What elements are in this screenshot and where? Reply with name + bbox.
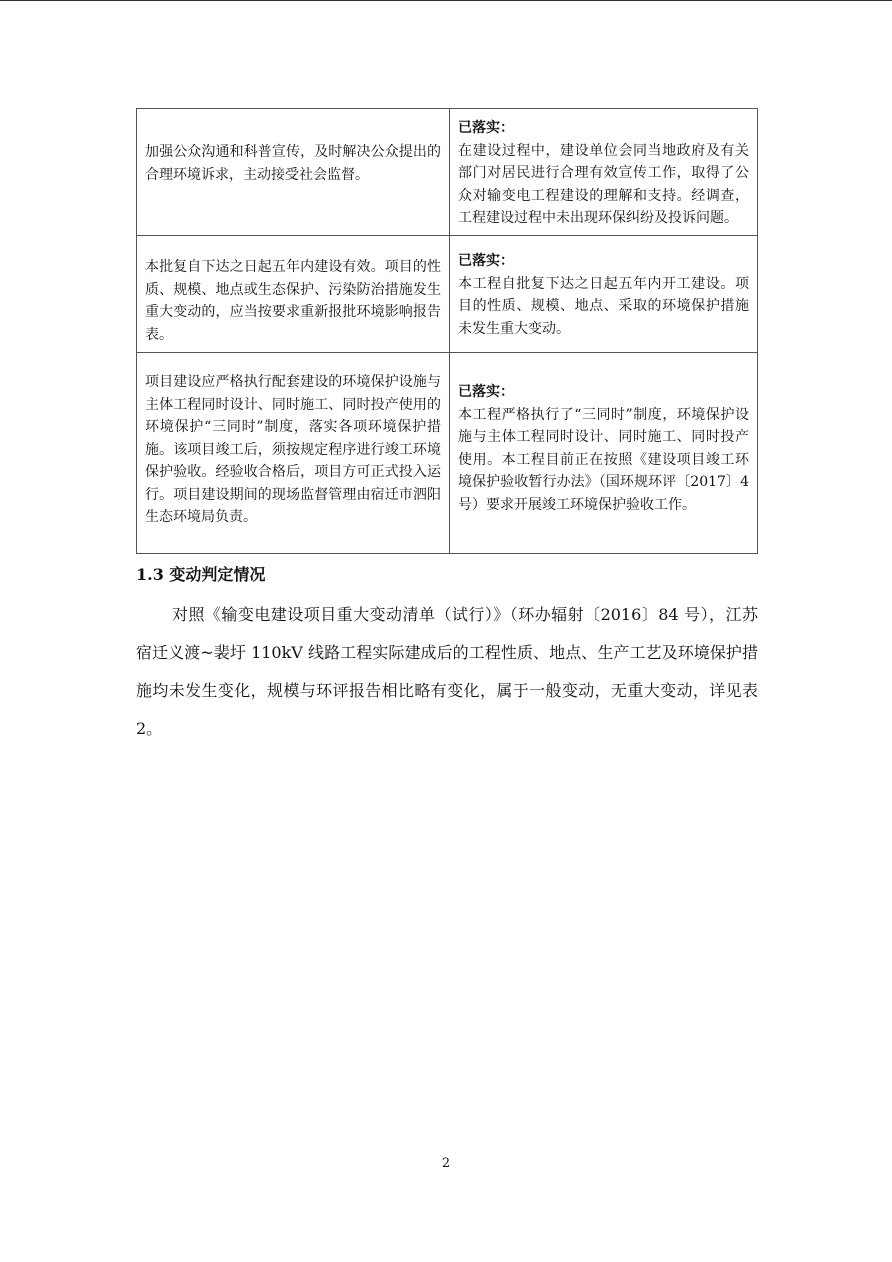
status-label: 已落实：	[458, 120, 514, 136]
implementation-cell	[450, 109, 758, 236]
status-label: 已落实：	[458, 384, 514, 400]
table-row	[137, 109, 758, 236]
requirement-cell	[137, 236, 450, 353]
requirement-text: 本批复自下达之日起五年内建设有效。项目的性质、规模、地点或生态保护、污染防治措施发生重大变动的，应当按要求重新报批环境影响报告表。	[145, 259, 441, 343]
body-paragraph: 对照《输变电建设项目重大变动清单（试行）》（环办辐射〔2016〕84 号），江苏宿迁义渡~裴圩 110kV 线路工程实际建成后的工程性质、地点、生产工艺及环境保护措施均未发生变化，规模与环评报告相比略有变化，属于一般变动，无重大变动，详见表 2。	[136, 605, 758, 738]
implementation-text: 本工程严格执行了“三同时”制度，环境保护设施与主体工程同时设计、同时施工、同时投产使用。本工程目前正在按照《建设项目竣工环境保护验收暂行办法》（国环规环评〔2017〕4号）要求开展竣工环境保护验收工作。	[458, 406, 749, 513]
implementation-cell	[450, 236, 758, 353]
implementation-cell	[450, 353, 758, 554]
section-heading: 1.3 变动判定情况	[136, 565, 266, 584]
implementation-text: 本工程自批复下达之日起五年内开工建设。项目的性质、规模、地点、采取的环境保护措施未发生重大变动。	[458, 275, 749, 337]
page-number: 2	[441, 1156, 451, 1171]
table-row	[137, 353, 758, 554]
requirement-text: 项目建设应严格执行配套建设的环境保护设施与主体工程同时设计、同时施工、同时投产使用的环境保护“三同时”制度，落实各项环境保护措施。该项目竣工后，须按规定程序进行竣工环境保护验收。经验收合格后，项目方可正式投入运行。项目建设期间的现场监督管理由宿迁市泗阳生态环境局负责。	[145, 374, 441, 525]
requirement-text: 加强公众沟通和科普宣传，及时解决公众提出的合理环境诉求，主动接受社会监督。	[145, 144, 441, 183]
requirement-cell	[137, 109, 450, 236]
page-top-rule	[0, 0, 892, 1]
table-row	[137, 236, 758, 353]
requirement-cell	[137, 353, 450, 554]
status-label: 已落实：	[458, 253, 514, 269]
approval-implementation-table	[136, 108, 758, 554]
implementation-text: 在建设过程中，建设单位会同当地政府及有关部门对居民进行合理有效宣传工作，取得了公众对输变电工程建设的理解和支持。经调查，工程建设过程中未出现环保纠纷及投诉问题。	[458, 142, 749, 226]
